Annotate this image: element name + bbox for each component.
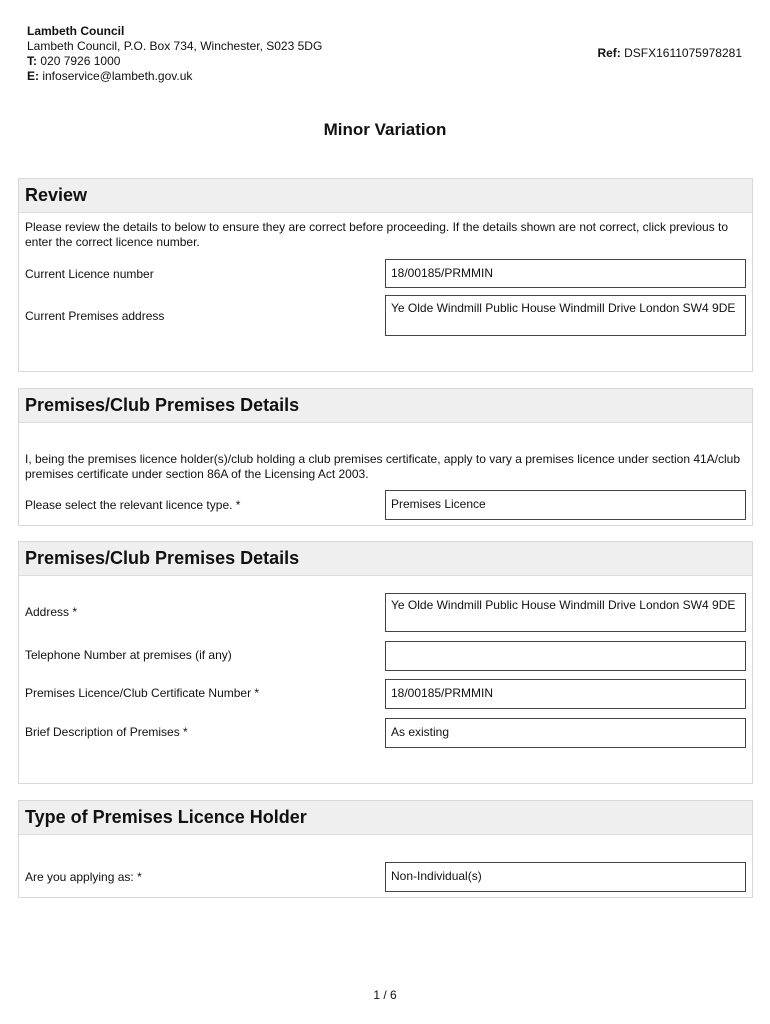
review-section [18, 178, 753, 372]
licence-certificate-number-label: Premises Licence/Club Certificate Number * [25, 686, 260, 700]
premises-details-2-section [18, 541, 753, 784]
licence-type-select[interactable]: Premises Licence [385, 490, 746, 520]
licence-certificate-number-field[interactable]: 18/00185/PRMMIN [385, 679, 746, 709]
review-section-title: Review [19, 179, 752, 213]
document-title: Minor Variation [323, 120, 447, 139]
email-value: infoservice@lambeth.gov.uk [42, 69, 193, 83]
current-premises-address-field[interactable]: Ye Olde Windmill Public House Windmill Drive London SW4 9DE [385, 295, 746, 336]
applying-as-label: Are you applying as: * [25, 870, 142, 884]
premises-details-section [18, 388, 753, 526]
council-phone [27, 54, 322, 69]
page-indicator: 1 / 6 [373, 988, 397, 1002]
premises-description-label: Brief Description of Premises * [25, 725, 188, 739]
ref-value: DSFX1611075978281 [624, 46, 742, 60]
telephone-label: Telephone Number at premises (if any) [25, 648, 232, 662]
ref-label: Ref: [597, 46, 621, 60]
premises-description-field[interactable]: As existing [385, 718, 746, 748]
council-name: Lambeth Council [27, 24, 125, 38]
premises-details-intro: I, being the premises licence holder(s)/club holding a club premises certificate, apply to vary a premises licence under section 41A/club premises certificate under section 86A of the Licensing Act 2003. [25, 452, 741, 481]
council-email [27, 69, 322, 84]
reference [597, 46, 742, 60]
council-header [27, 24, 322, 84]
current-premises-address-label: Current Premises address [25, 309, 165, 323]
licence-holder-type-section [18, 800, 753, 898]
licence-type-label: Please select the relevant licence type. * [25, 498, 241, 512]
phone-value: 020 7926 1000 [40, 54, 121, 68]
premises-details-2-section-title: Premises/Club Premises Details [19, 542, 752, 576]
council-address: Lambeth Council, P.O. Box 734, Winchester, S023 5DG [27, 39, 323, 53]
phone-label: T: [27, 54, 37, 68]
address-field[interactable]: Ye Olde Windmill Public House Windmill Drive London SW4 9DE [385, 593, 746, 632]
telephone-field[interactable] [385, 641, 746, 671]
current-licence-number-label: Current Licence number [25, 267, 154, 281]
licence-holder-type-section-title: Type of Premises Licence Holder [19, 801, 752, 835]
review-intro: Please review the details to below to ensure they are correct before proceeding. If the details shown are not correct, click previous to enter the correct licence number. [25, 220, 729, 249]
applying-as-select[interactable]: Non-Individual(s) [385, 862, 746, 892]
premises-details-section-title: Premises/Club Premises Details [19, 389, 752, 423]
email-label: E: [27, 69, 39, 83]
address-label: Address * [25, 605, 78, 619]
current-licence-number-field[interactable]: 18/00185/PRMMIN [385, 259, 746, 288]
